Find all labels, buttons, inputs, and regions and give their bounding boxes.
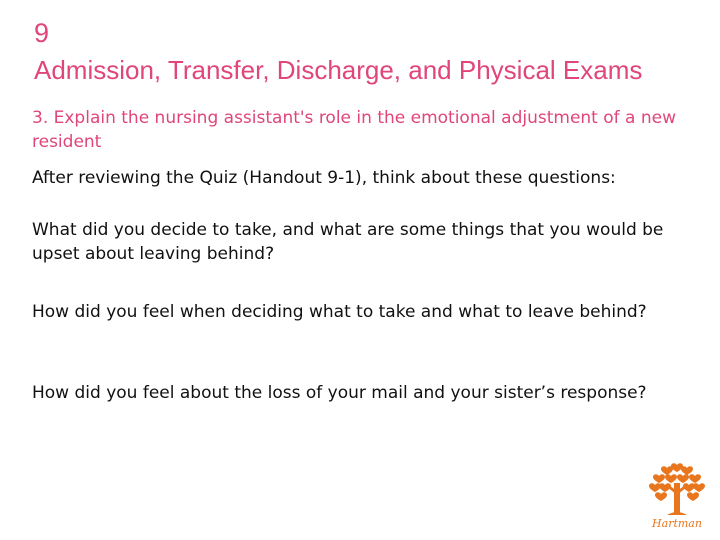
question-what-to-take: What did you decide to take, and what are some things that you would be upset about leaving behind? (32, 220, 664, 264)
intro-paragraph: After reviewing the Quiz (Handout 9-1), think about these questions: (32, 168, 616, 188)
learning-objective: 3. Explain the nursing assistant's role in the emotional adjustment of a new resident (32, 108, 676, 152)
chapter-number: 9 (34, 18, 50, 48)
logo-text: Hartman (652, 517, 702, 530)
hartman-logo (637, 455, 717, 537)
question-feelings-loss: How did you feel about the loss of your mail and your sister’s response? (32, 383, 647, 403)
heart-tree-icon (637, 455, 717, 519)
chapter-title: Admission, Transfer, Discharge, and Physical Exams (34, 55, 643, 85)
question-feelings-deciding: How did you feel when deciding what to take and what to leave behind? (32, 302, 647, 322)
